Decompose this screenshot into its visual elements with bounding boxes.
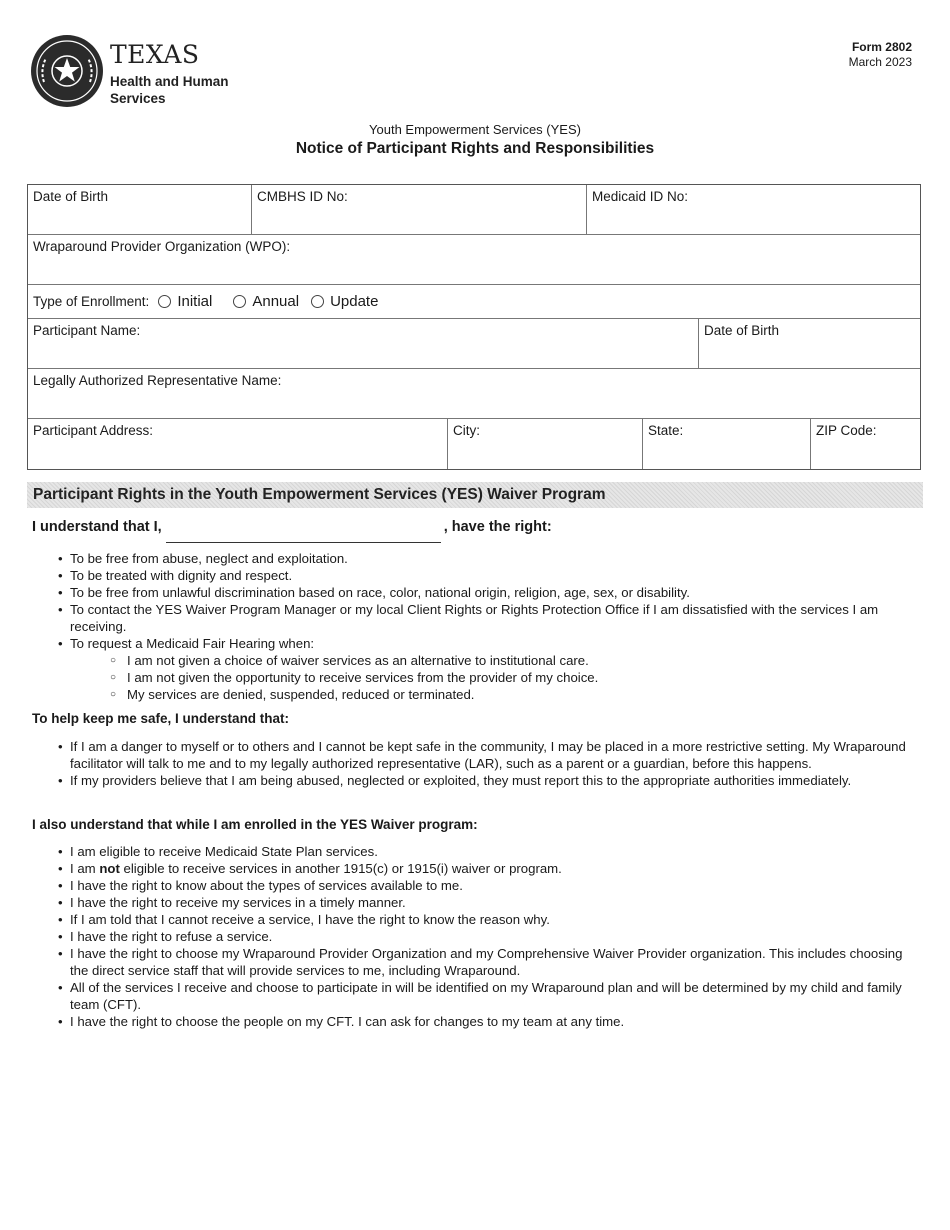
participant-name-field[interactable] (28, 319, 699, 368)
document-title: Notice of Participant Rights and Responsibilities (295, 140, 655, 157)
document-title-block (0, 122, 950, 158)
lar-name-label: Legally Authorized Representative Name: (33, 373, 282, 388)
document-subtitle: Youth Empowerment Services (YES) (369, 122, 581, 137)
radio-update[interactable] (311, 295, 324, 308)
list-item: • To be treated with dignity and respect. (58, 567, 916, 584)
logo-subtitle-line1: Health and Human (110, 74, 229, 89)
list-item (58, 860, 916, 877)
item-text-a: I am (70, 861, 96, 876)
list-item: • If I am a danger to myself or to others and I cannot be kept safe in the community, I may be placed in a more restrictive setting. My Wraparound facilitator will talk to me and to my legally authorized representative (LAR), such as a parent or a guardian, before this happens. (58, 738, 916, 772)
participant-name-label: Participant Name: (33, 323, 141, 338)
list-item: • If my providers believe that I am being abused, neglected or exploited, they must report this to the appropriate authorities immediately. (58, 772, 916, 789)
safety-list (58, 738, 916, 789)
list-item: • I have the right to receive my services in a timely manner. (58, 894, 916, 911)
wpo-label: Wraparound Provider Organization (WPO): (33, 239, 291, 254)
zip-field[interactable] (811, 419, 920, 469)
form-row-ids (28, 185, 920, 235)
sub-list-item: ○ I am not given a choice of waiver services as an alternative to institutional care. (108, 652, 916, 669)
item-emphasis-not: not (99, 861, 120, 876)
sub-list-item: ○ My services are denied, suspended, reduced or terminated. (108, 686, 916, 703)
enrolled-heading: I also understand that while I am enrolled in the YES Waiver program: (32, 817, 478, 832)
state-field[interactable] (643, 419, 811, 469)
list-item: • To be free from unlawful discrimination based on race, color, national origin, religion, age, sex, or disability. (58, 584, 916, 601)
radio-annual-label: Annual (252, 293, 300, 310)
radio-initial[interactable] (158, 295, 171, 308)
list-item: • I have the right to refuse a service. (58, 928, 916, 945)
texas-seal-icon (30, 34, 104, 108)
logo-wordmark: TEXAS (110, 40, 200, 69)
list-item: • I have the right to choose my Wraparound Provider Organization and my Comprehensive Waiver Provider organization. This includes choosing the direct service staff that will provide services to me, including Wraparound. (58, 945, 916, 979)
rights-section-header: Participant Rights in the Youth Empowerment Services (YES) Waiver Program (27, 482, 923, 508)
participant-name-blank[interactable] (166, 526, 441, 543)
wpo-field[interactable] (28, 235, 920, 284)
list-item: • I have the right to choose the people on my CFT. I can ask for changes to my team at any time. (58, 1013, 916, 1030)
sub-list-item: ○ I am not given the opportunity to receive services from the provider of my choice. (108, 669, 916, 686)
enrollment-type-group (28, 293, 390, 310)
participant-info-form (27, 184, 921, 470)
radio-initial-label: Initial (177, 293, 213, 310)
form-row-participant (28, 319, 920, 369)
form-date: March 2023 (848, 55, 912, 69)
form-number: Form 2802 (851, 40, 912, 54)
rights-list (58, 550, 916, 703)
hhs-logo (30, 34, 230, 114)
radio-annual[interactable] (233, 295, 246, 308)
participant-dob-label: Date of Birth (704, 323, 780, 338)
list-item: • I have the right to know about the types of services available to me. (58, 877, 916, 894)
list-item: • If I am told that I cannot receive a service, I have the right to know the reason why. (58, 911, 916, 928)
medicaid-id-field[interactable] (587, 185, 920, 234)
list-item: • I am eligible to receive Medicaid State Plan services. (58, 843, 916, 860)
list-item: • All of the services I receive and choose to participate in will be identified on my Wraparound plan and will be determined by my child and family team (CFT). (58, 979, 916, 1013)
form-row-enrollment (28, 285, 920, 319)
item-text-c: eligible to receive services in another 1915(c) or 1915(i) waiver or program. (123, 861, 562, 876)
address-field[interactable] (28, 419, 448, 469)
safety-heading: To help keep me safe, I understand that: (32, 711, 290, 726)
logo-subtitle-line2: Services (110, 91, 166, 106)
lar-name-field[interactable] (28, 369, 920, 418)
fair-hearing-item: To request a Medicaid Fair Hearing when: (70, 636, 315, 651)
radio-update-label: Update (330, 293, 379, 310)
participant-dob-field[interactable] (699, 319, 920, 368)
zip-label: ZIP Code: (816, 423, 877, 438)
enrollment-label: Type of Enrollment: (33, 294, 150, 309)
understand-suffix: , have the right: (443, 519, 552, 535)
cmbhs-id-label: CMBHS ID No: (257, 189, 348, 204)
list-item: • To be free from abuse, neglect and exploitation. (58, 550, 916, 567)
address-label: Participant Address: (33, 423, 154, 438)
form-row-lar (28, 369, 920, 419)
list-item (58, 635, 916, 703)
dob-field[interactable] (28, 185, 252, 234)
city-label: City: (453, 423, 480, 438)
city-field[interactable] (448, 419, 643, 469)
state-label: State: (648, 423, 684, 438)
cmbhs-id-field[interactable] (252, 185, 587, 234)
dob-label: Date of Birth (33, 189, 109, 204)
medicaid-id-label: Medicaid ID No: (592, 189, 689, 204)
form-number-block (849, 40, 912, 70)
fair-hearing-sublist (108, 652, 916, 703)
understand-prefix: I understand that I, (32, 519, 162, 535)
list-item: • To contact the YES Waiver Program Manager or my local Client Rights or Rights Protection Office if I am dissatisfied with the services I am receiving. (58, 601, 916, 635)
form-row-address (28, 419, 920, 469)
understand-statement (32, 518, 552, 535)
form-row-wpo (28, 235, 920, 285)
enrolled-list (58, 843, 916, 1030)
